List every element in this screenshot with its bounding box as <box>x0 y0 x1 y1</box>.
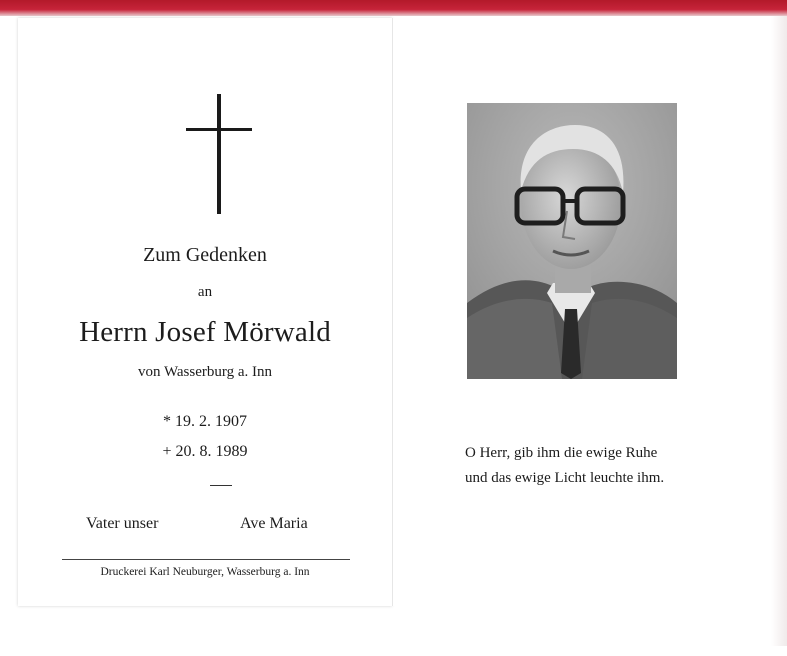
footer-rule <box>62 559 350 560</box>
birth-date: * 19. 2. 1907 <box>163 413 247 430</box>
hometown-text: von Wasserburg a. Inn <box>137 364 273 380</box>
memorial-card-back <box>392 18 761 606</box>
red-top-strip <box>0 0 787 16</box>
cross-icon <box>186 94 252 214</box>
prayer-vater-unser: Vater unser <box>86 515 159 532</box>
printer-credit: Druckerei Karl Neuburger, Wasserburg a. Inn <box>100 566 310 578</box>
right-edge-shadow <box>771 16 787 646</box>
memorial-heading: Zum Gedenken <box>143 244 267 266</box>
verse-line-2: und das ewige Licht leuchte ihm. <box>465 470 665 486</box>
deceased-name: Herrn Josef Mörwald <box>79 316 331 348</box>
memorial-card-front <box>18 18 392 606</box>
death-date: + 20. 8. 1989 <box>162 443 248 460</box>
prayer-ave-maria: Ave Maria <box>240 515 308 532</box>
verse-line-1: O Herr, gib ihm die ewige Ruhe <box>465 445 658 461</box>
preposition-text: an <box>197 284 213 300</box>
divider-dash <box>210 485 232 486</box>
portrait-photo <box>467 103 677 379</box>
